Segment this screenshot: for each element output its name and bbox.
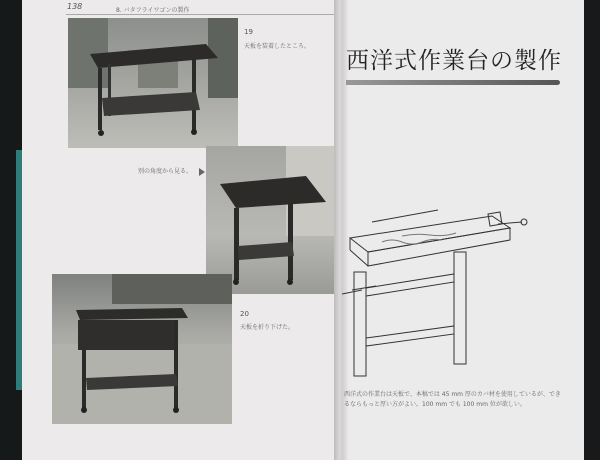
wagon-illustration-1 xyxy=(68,18,238,148)
photo-number: 20 xyxy=(240,310,249,318)
running-head: 8. バタフライワゴンの製作 xyxy=(116,7,190,14)
photo-caption: 別の角度から見る。 xyxy=(138,168,193,175)
title-underline xyxy=(346,80,560,85)
arrow-right-icon xyxy=(199,168,205,176)
photo-wagon-angle xyxy=(206,146,334,294)
section-description: 西洋式の作業台は天板で、本稿では 45 mm 厚のカバ材を使用しているが、できるならもっと厚い方がよい。100 mm でも 100 mm 位が欲しい。 xyxy=(344,391,561,408)
workbench-illustration xyxy=(342,200,536,380)
photo-number: 19 xyxy=(244,28,253,36)
photo-caption: 天板を折り下げた。 xyxy=(240,324,295,331)
background-right xyxy=(584,0,600,460)
wagon-illustration-2 xyxy=(206,146,334,294)
photo-wagon-folded xyxy=(52,274,232,424)
page-number: 138 xyxy=(67,2,83,11)
section-title: 西洋式作業台の製作 xyxy=(346,48,562,74)
photo-wagon-front xyxy=(68,18,238,148)
header-rule xyxy=(66,14,334,15)
photo-caption: 天板を装着したところ。 xyxy=(244,43,311,50)
wagon-illustration-3 xyxy=(52,274,232,424)
